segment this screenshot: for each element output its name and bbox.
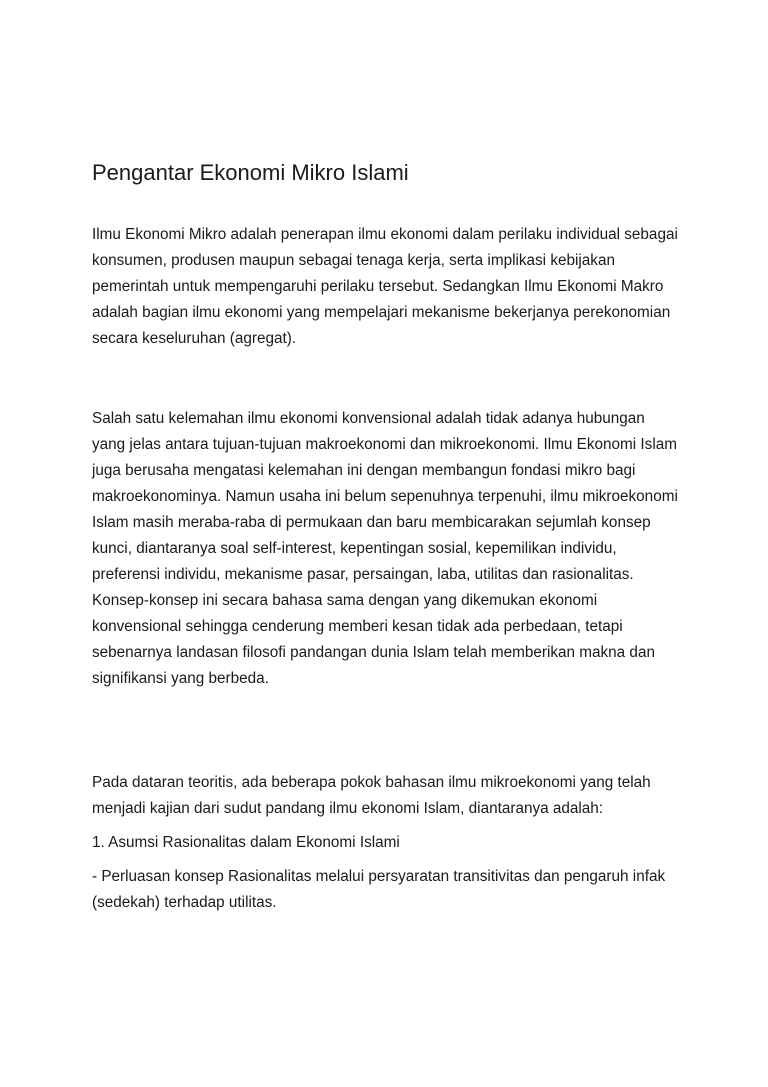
- document-page: [92, 158, 682, 916]
- paragraph-ekonomi-mikro-definition: Ilmu Ekonomi Mikro adalah penerapan ilmu ekonomi dalam perilaku individual sebagai konsumen, produsen maupun sebagai tenaga kerja, serta implikasi kebijakan pemerintah untuk mempengaruhi perilaku tersebut. Sedangkan Ilmu Ekonomi Makro adalah bagian ilmu ekonomi yang mempelajari mekanisme bekerjanya perekonomian secara keseluruhan (agregat).: [92, 226, 678, 347]
- paragraph-dataran-teoritis: Pada dataran teoritis, ada beberapa pokok bahasan ilmu mikroekonomi yang telah menjadi kajian dari sudut pandang ilmu ekonomi Islam, diantaranya adalah:: [92, 774, 651, 817]
- paragraph-kelemahan-konvensional: Salah satu kelemahan ilmu ekonomi konvensional adalah tidak adanya hubungan yang jelas antara tujuan-tujuan makroekonomi dan mikroekonomi. Ilmu Ekonomi Islam juga berusaha mengatasi kelemahan ini dengan membangun fondasi mikro bagi makroekonominya. Namun usaha ini belum sepenuhnya terpenuhi, ilmu mikroekonomi Islam masih meraba-raba di permukaan dan baru membicarakan sejumlah konsep kunci, diantaranya soal self-interest, kepentingan sosial, kepemilikan individu, preferensi individu, mekanisme pasar, persaingan, laba, utilitas dan rasionalitas. Konsep-konsep ini secara bahasa sama dengan yang dikemukan ekonomi konvensional sehingga cenderung memberi kesan tidak ada perbedaan, tetapi sebenarnya landasan filosofi pandangan dunia Islam telah memberikan makna dan signifikansi yang berbeda.: [92, 410, 678, 687]
- list-item-asumsi-rasionalitas: 1. Asumsi Rasionalitas dalam Ekonomi Islami: [92, 834, 400, 851]
- document-title: Pengantar Ekonomi Mikro Islami: [92, 160, 409, 185]
- list-subitem-perluasan-rasionalitas: - Perluasan konsep Rasionalitas melalui persyaratan transitivitas dan pengaruh infak (sedekah) terhadap utilitas.: [92, 868, 666, 911]
